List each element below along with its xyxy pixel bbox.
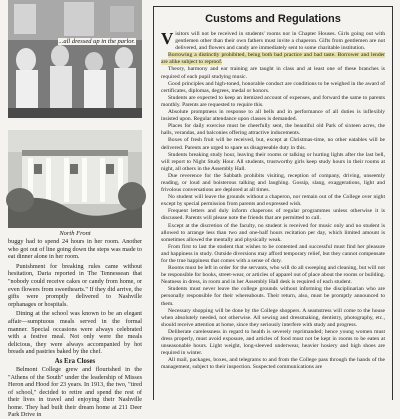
article-paragraph bbox=[161, 31, 385, 52]
article-paragraph: Frequent letters and duly inform chaperons of regular programmes unless otherwise it is discussed. Parents will please note the friends that are permitted to call. bbox=[161, 208, 385, 222]
left-paragraph: buggy had to spend 24 hours in her room. Another who got out of line going down the steps was made to eat dinner alone in her room. bbox=[8, 238, 142, 261]
article-paragraph: From first to last the student that wishes to be contented and successful must find her pleasure and happiness in study. Outside diversions may afford temporary relief, but they cannot compensate for the true happiness that comes with a sense of duty. bbox=[161, 243, 385, 264]
left-paragraph: Punishment for breaking rules came without hesitation, Daria reported in The Tennessean that "nobody could receive cakes or candy from home, or even flowers from sweethearts." If they did arrive, the gifts were promptly delivered to Nashville orphanages or hospitals. bbox=[8, 262, 142, 308]
left-column bbox=[8, 0, 142, 419]
parlor-photo-caption: ...all dressed up in the parlor. bbox=[58, 38, 135, 45]
north-front-caption: North Front bbox=[59, 230, 91, 237]
article-paragraph: Boxes of fresh fruit will be received, but, except at Christmas-time, no other eatables will be delivered. Parents are urged to spare us disagreeable duty in this. bbox=[161, 137, 385, 151]
north-front-photo bbox=[8, 130, 142, 228]
left-paragraph: Belmont College grew and flourished in the "Athens of the South" under the leadership of Misses Heron and Hood for 23 years. In 1913, the two, "tired of school," decided to retire and spend the rest of their lives in travel and enjoying their Nashville home. They had built their dream home at 211 Deer Park Drive in bbox=[8, 365, 142, 419]
article-paragraph-text: isitors will not be received in students' rooms nor in Chapter Houses. Girls going out with gentlemen other than their own fathers must invite a chaperon. Gifts from gentlemen are not delivered, and flowers and candy are immediately sent to some charitable institution. bbox=[175, 31, 385, 52]
article-paragraph: Good principles and high-toned, honorable conduct are conditions to be weighed in the award of certificates, diplomas, degrees, medal or honors. bbox=[161, 80, 385, 94]
article-paragraph: Except at the discretion of the faculty, no student is received for music only and no student is allowed to arrange less than two and one-half hours recitation per day, which limited amount is sometimes allowed the mentally and physically weak. bbox=[161, 222, 385, 243]
article-paragraph: Places for daily exercise must be cheerfully sent, the beautiful old Park of sixteen acres, the halls, verandas, and balconies offering attractive inducements. bbox=[161, 123, 385, 137]
article-paragraph: Necessary shopping will be done by the College shoppers. A seamstress will come to the house when absolutely needed, not otherwise. All sewing and dressmaking, dentistry, photography, etc., should receive attention at home, since they seriously interfere with study and progress. bbox=[161, 307, 385, 328]
customs-article bbox=[153, 6, 393, 400]
parlor-photo bbox=[8, 0, 142, 118]
article-paragraph: Due reverence for the Sabbath prohibits visiting, reception of company, driving, unseemly reading, or loud and boisterous talking and laughing. Gossip, slang, exaggerations, light and frivolous conversations are deplored at all times. bbox=[161, 172, 385, 194]
article-paragraph: Deliberate carelessness in regard to health is severely reprimanded; hence young women must dress properly, must avoid exposure, and articles of food must not be kept in rooms to be eaten at unseasonable hours. Light weight, long-sleeved underwear, heavier hosiery and high shoes are required in winter. bbox=[161, 328, 385, 357]
article-paragraph: Absolute promptness in response to all bells and in performance of all duties is inflexibly insisted upon. Regular attendance upon classes is demanded. bbox=[161, 109, 385, 123]
left-paragraph: Dining at the school was known to be an elegant affair—sumptuous meals served in the formal manner. Special occasions were always celebrated with a festive meal. Not only were the meals delicious, they were always accompanied by hot breads and pastries baked by the chef. bbox=[8, 310, 142, 356]
article-paragraph: No student will leave the grounds without a chaperon, nor remain out of the College over night except by special permission from parents and expressed wish. bbox=[161, 194, 385, 208]
article-paragraph: All mail, packages, boxes, and telegrams to and from the College pass through the hands of the management, subject to their inspection. Suspected communications are bbox=[161, 357, 385, 371]
article-title: Customs and Regulations bbox=[205, 13, 341, 25]
article-paragraph: Rooms must be left in order for the servants, who will do all sweeping and cleaning, but will not be responsible for books, street-wear, or articles of apparel out of place about the rooms or building. Neatness in dress, in room and in her Assembly Hall desk is required of each student. bbox=[161, 265, 385, 286]
north-front-photo-illustration bbox=[8, 130, 142, 228]
article-paragraph-text: Borrowing a distinctly prohibited, being both bad practice and bad taste. Borrower and lender are alike subject to reproof. bbox=[161, 52, 385, 66]
article-paragraph bbox=[161, 52, 385, 66]
article-paragraph: Students must never leave the college grounds without informing the disciplinarian who are personally responsible for their whereabouts. Their return, also, must be promptly announced to them. bbox=[161, 286, 385, 307]
article-paragraph: Theory, harmony and ear training are taught in class and at least one of these branches is required of each pupil studying music. bbox=[161, 66, 385, 80]
parlor-photo-illustration bbox=[8, 0, 142, 118]
article-paragraph: Students are expected to keep an itemized account of expenses, and forward the same to parents monthly. Parents are requested to require this. bbox=[161, 94, 385, 108]
drop-cap: V bbox=[161, 29, 174, 48]
left-subhead: As Era Closes bbox=[54, 357, 96, 365]
article-paragraph: Students breaking study hour, leaving their rooms or talking or hurting lights after the last bell, will report to Night Study Hour. All students, trustworthy girls keep study hours in their rooms at night, all others in the Assembly Hall. bbox=[161, 151, 385, 172]
